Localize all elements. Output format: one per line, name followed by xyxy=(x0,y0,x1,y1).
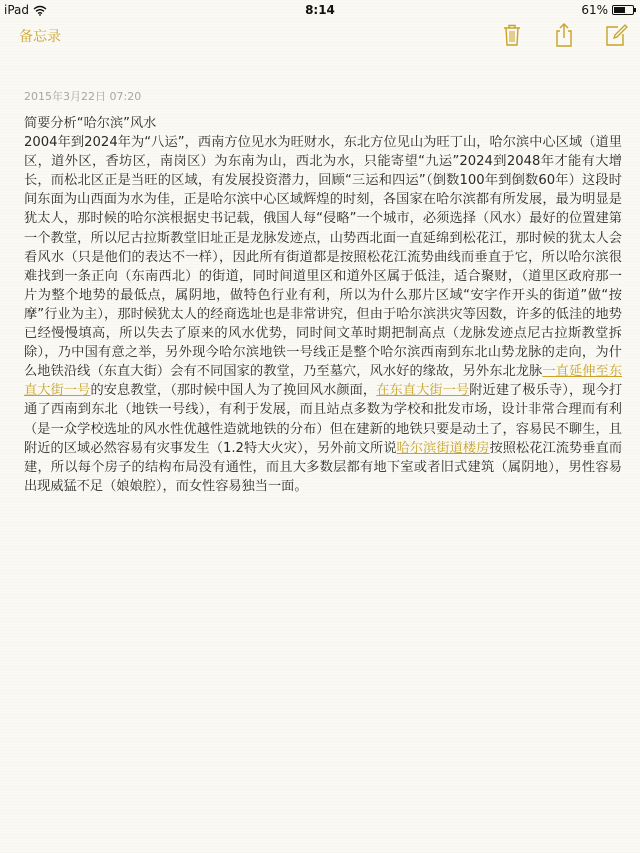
battery-fill xyxy=(614,7,625,13)
note-text-segment: 的安息教堂，（那时候中国人为了挽回风水颜面， xyxy=(90,383,377,399)
detected-address-link[interactable]: 哈尔滨街道楼房 xyxy=(396,440,490,456)
compose-icon[interactable] xyxy=(604,22,628,48)
nav-actions xyxy=(500,22,628,48)
share-icon[interactable] xyxy=(552,22,576,48)
battery-percent: 61% xyxy=(581,3,608,17)
note-title: 简要分析“哈尔滨”风水 xyxy=(24,116,157,131)
trash-icon[interactable] xyxy=(500,22,524,48)
detected-address-link[interactable]: 在东直大街一号 xyxy=(376,383,470,399)
back-to-notes-button[interactable]: 备忘录 xyxy=(19,29,61,45)
status-right xyxy=(581,3,634,17)
battery-icon xyxy=(612,5,634,15)
note-text-segment: 按照松花江流势垂直而建，所以每个房子的结构布局没有通性，而且大多数层都有地下室或者旧式建筑（属阴地），男性容易出现威猛不足（娘娘腔），而女性容易独当一面。 xyxy=(24,440,623,494)
note-text-segment: 2004年到2024年为“八运”，西南方位见水为旺财水，东北方位见山为旺丁山，哈尔滨中心区域（道里区，道外区，香坊区，南岗区）为东南为山，西北为水，只能寄望“九运”2024到2048年才能有大增长，而松北区正是当旺的区域，有发展投资潜力，回顾“三运和四运”（倒数100年到倒数60年）这段时间东面为山西面为水为佳，正是哈尔滨中心区域辉煌的时刻，各国家在哈尔滨都有所发展，最为明显是犹太人，那时候的哈尔滨根据史书记载，俄国人每“侵略”一个城市，必须选择（风水）最好的位置建第一个教堂，所以尼古拉斯教堂旧址正是龙脉发迹点，山势西北面一直延绵到松花江，那时候的犹太人会看风水（只是他们的表达不一样），因此所有街道都是按照松花江流势曲线而垂直于它，所以哈尔滨很难找到一条正向（东南西北）的街道，同时间道里区和道外区属于低洼，适合聚财，（道里区政府那一片为整个地势的最低点，属阴地，做特色行业有利，所以为什么那片区域“安字作开头的街道”做“按摩”行业为主），那时候犹太人的经商选址也是非常讲究，但由于哈尔滨洪灾等因数，许多的低洼的地势已经慢慢填高，所以失去了原来的风水优势，同时间文革时期把制高点（龙脉发迹点尼古拉斯教堂拆除），乃中国有意之举，另外现今哈尔滨地铁一号线正是整个哈尔滨西南到东北山势龙脉的走向，为什么地铁沿线（东直大街）会有不同国家的教堂，乃至墓穴，风水好的缘故，另外东北龙脉 xyxy=(24,135,622,380)
note-text-segment: 附近建了极乐寺），现今打通了西南到东北（地铁一号线），有利于发展，而且站点多数为学校和批发市场，设计非常合理而有利（是一众学校选址的风水性优越性造就地铁的分布）但在建新的地铁只要是动土了，容易民不聊生，且附近的区域必然容易有灾事发生（1.2特大火灾），另外前文所说 xyxy=(24,383,623,456)
note-body[interactable] xyxy=(24,114,622,496)
status-time: 8:14 xyxy=(305,3,335,17)
device-name: iPad xyxy=(4,3,30,17)
nav-bar xyxy=(0,20,640,50)
status-bar xyxy=(0,0,640,20)
detected-address-link[interactable]: 一直延伸至东直大街一号 xyxy=(24,364,623,399)
note-timestamp: 2015年3月22日 07:20 xyxy=(24,90,142,103)
note-paragraph xyxy=(24,133,622,496)
